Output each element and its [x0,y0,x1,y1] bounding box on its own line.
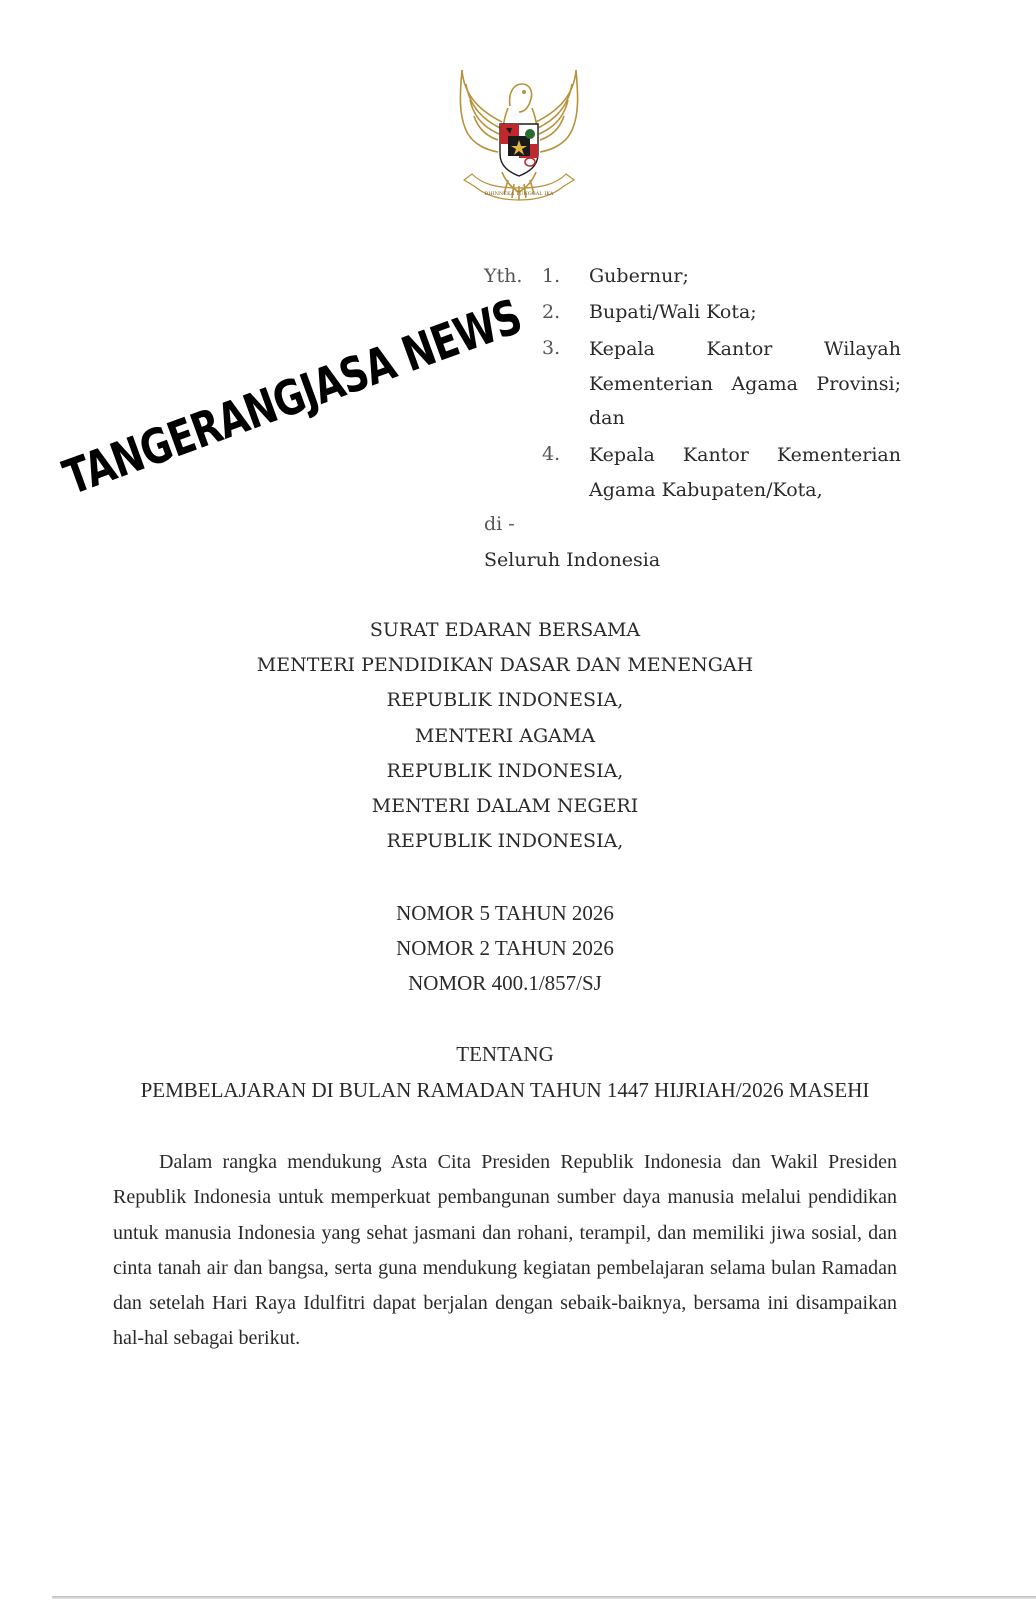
garuda-emblem-icon [452,62,586,212]
recipient-text: dan [589,407,625,429]
recipient-text: Gubernur; [589,265,689,287]
subject-text: PEMBELAJARAN DI BULAN RAMADAN TAHUN 1447 HIJRIAH/2026 MASEHI [140,1078,870,1102]
recipient-text: Kepala Kantor Wilayah [589,338,901,360]
body-paragraph: Dalam rangka mendukung Asta Cita Presiden Republik Indonesia dan Wakil Presiden Republik Indonesia untuk memperkuat pembangunan sumber daya manusia melalui pendidikan untuk manusia Indonesia yang sehat jasmani dan rohani, terampil, dan memiliki jiwa sosial, dan cinta tanah air dan bangsa, serta guna mendukung kegiatan pembelajaran selama bulan Ramadan dan setelah Hari Raya Idulfitri dapat berjalan dengan sebaik-baiknya, bersama ini disampaikan hal-hal sebagai berikut. [113,1151,897,1350]
title-line: REPUBLIK INDONESIA, [386,689,624,711]
page-bottom-edge [52,1596,1036,1599]
recipient-text: Kementerian Agama Provinsi; [589,373,901,395]
document-number: NOMOR 5 TAHUN 2026 [396,901,614,925]
title-line: MENTERI PENDIDIKAN DASAR DAN MENENGAH [256,654,754,676]
recipient-text: Bupati/Wali Kota; [589,301,757,323]
recipient-number: 2. [542,301,561,323]
svg-text:BHINNEKA TUNGGAL IKA: BHINNEKA TUNGGAL IKA [484,191,554,197]
title-line: MENTERI DALAM NEGERI [371,795,639,817]
title-line: REPUBLIK INDONESIA, [386,830,624,852]
recipient-number: 3. [542,337,561,359]
recipient-di: di - [484,513,515,535]
title-line: SURAT EDARAN BERSAMA [369,619,641,641]
document-number: NOMOR 400.1/857/SJ [408,971,602,995]
recipient-text: Kepala Kantor Kementerian [589,444,901,466]
recipient-text: Agama Kabupaten/Kota, [589,479,823,501]
salutation: Yth. [484,265,523,287]
recipient-location: Seluruh Indonesia [484,549,661,571]
document-number: NOMOR 2 TAHUN 2026 [396,936,614,960]
title-line: REPUBLIK INDONESIA, [386,760,624,782]
title-line: MENTERI AGAMA [414,725,596,747]
watermark-text: TANGERANGJASA NEWS [56,288,529,507]
recipient-number: 4. [542,443,561,465]
subject-label: TENTANG [456,1042,554,1066]
recipient-number: 1. [542,265,561,287]
